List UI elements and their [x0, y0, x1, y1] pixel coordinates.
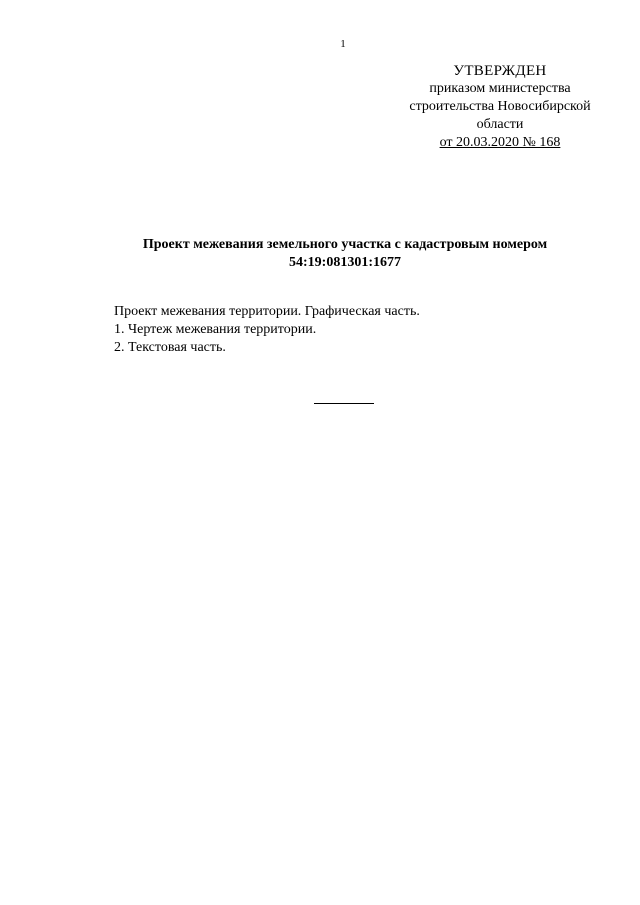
- document-title-line: Проект межевания земельного участка с кадастровым номером: [142, 237, 548, 252]
- approval-status: УТВЕРЖДЕН: [453, 63, 547, 79]
- contents-heading: Проект межевания территории. Графическая часть.: [114, 304, 420, 319]
- approval-line: строительства Новосибирской: [409, 99, 591, 114]
- end-divider: [314, 403, 374, 404]
- list-item: 2. Текстовая часть.: [114, 340, 226, 355]
- document-title: [80, 236, 610, 272]
- order-reference: от 20.03.2020 № 168: [439, 135, 561, 150]
- approval-line: области: [476, 117, 524, 132]
- cadastral-number: 54:19:081301:1677: [289, 255, 401, 270]
- approval-line: приказом министерства: [429, 81, 571, 96]
- list-item: 1. Чертеж межевания территории.: [114, 322, 317, 337]
- contents-list: [114, 303, 594, 357]
- page-number: 1: [340, 38, 346, 50]
- approval-stamp: [390, 62, 610, 152]
